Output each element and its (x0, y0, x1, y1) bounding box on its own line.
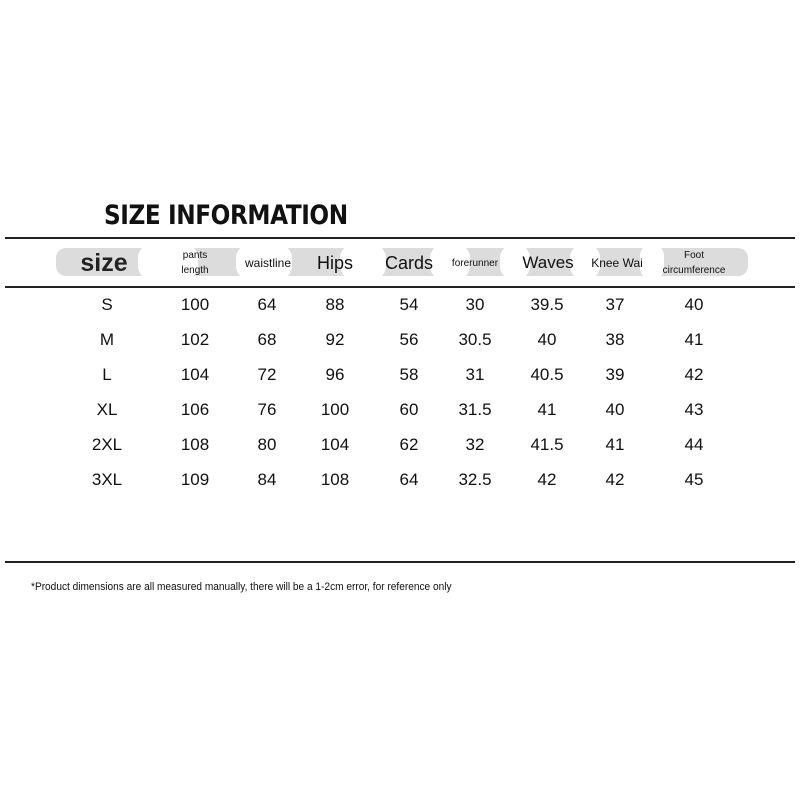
cell-cards: 64 (399, 470, 419, 489)
cell-foot-circumference: 45 (684, 470, 704, 489)
cell-waves: 40 (537, 330, 557, 349)
cell-hips: 100 (320, 400, 350, 419)
cell-pants-length: 106 (180, 400, 210, 419)
header-hips: Hips (316, 252, 354, 273)
cell-knee-wai: 39 (605, 365, 625, 384)
cell-waistline: 64 (257, 295, 277, 314)
faded-background-mark (30, 188, 36, 211)
header-waistline: waistline (244, 256, 292, 270)
cell-waistline: 84 (257, 470, 277, 489)
header-size: size (80, 248, 128, 277)
cell-hips: 92 (325, 330, 345, 349)
cell-waistline: 80 (257, 435, 277, 454)
cell-cards: 54 (399, 295, 419, 314)
cell-pants-length: 108 (180, 435, 210, 454)
table-row (0, 290, 800, 320)
header-pants-length: pants length (181, 250, 209, 276)
cell-forerunner: 30 (465, 295, 485, 314)
cell-knee-wai: 40 (605, 400, 625, 419)
table-row (0, 465, 800, 495)
cell-waistline: 68 (257, 330, 277, 349)
cell-knee-wai: 42 (605, 470, 625, 489)
cell-knee-wai: 41 (605, 435, 625, 454)
header-cards: Cards (384, 252, 434, 273)
cell-waves: 40.5 (530, 365, 564, 384)
cell-forerunner: 32 (465, 435, 485, 454)
cell-waistline: 72 (257, 365, 277, 384)
header-bottom-rule (5, 286, 795, 288)
header-knee-wai: Knee Wai (591, 256, 643, 270)
cell-size: S (101, 295, 113, 314)
cell-waistline: 76 (257, 400, 277, 419)
cell-forerunner: 30.5 (458, 330, 492, 349)
cell-pants-length: 102 (180, 330, 210, 349)
cell-waves: 41.5 (530, 435, 564, 454)
header-waves: Waves (522, 253, 574, 272)
table-row (0, 430, 800, 460)
cell-waves: 41 (537, 400, 557, 419)
cell-foot-circumference: 43 (684, 400, 704, 419)
cell-cards: 56 (399, 330, 419, 349)
cell-hips: 88 (325, 295, 345, 314)
cell-size: M (99, 330, 115, 349)
cell-size: 3XL (91, 470, 123, 489)
cell-cards: 58 (399, 365, 419, 384)
cell-hips: 96 (325, 365, 345, 384)
cell-forerunner: 31.5 (458, 400, 492, 419)
cell-size: L (102, 365, 112, 384)
cell-hips: 104 (320, 435, 350, 454)
cell-size: XL (96, 400, 118, 419)
cell-cards: 60 (399, 400, 419, 419)
table-top-rule (5, 237, 795, 239)
cell-pants-length: 109 (180, 470, 210, 489)
cell-foot-circumference: 40 (684, 295, 704, 314)
cell-foot-circumference: 44 (684, 435, 704, 454)
cell-foot-circumference: 42 (684, 365, 704, 384)
header-forerunner: forerunner (451, 257, 499, 269)
cell-hips: 108 (320, 470, 350, 489)
measurement-note: *Product dimensions are all measured manually, there will be a 1-2cm error, for reference only (31, 581, 452, 593)
cell-cards: 62 (399, 435, 419, 454)
header-foot-circumference: Foot circumference (662, 250, 726, 276)
cell-foot-circumference: 41 (684, 330, 704, 349)
cell-forerunner: 32.5 (458, 470, 492, 489)
cell-waves: 42 (537, 470, 557, 489)
table-bottom-rule (5, 561, 795, 563)
table-row (0, 360, 800, 390)
cell-pants-length: 100 (180, 295, 210, 314)
page-title: SIZE INFORMATION (104, 200, 348, 231)
cell-knee-wai: 38 (605, 330, 625, 349)
cell-waves: 39.5 (530, 295, 564, 314)
cell-size: 2XL (91, 435, 123, 454)
cell-forerunner: 31 (465, 365, 485, 384)
table-row (0, 395, 800, 425)
cell-pants-length: 104 (180, 365, 210, 384)
cell-knee-wai: 37 (605, 295, 625, 314)
table-row (0, 325, 800, 355)
